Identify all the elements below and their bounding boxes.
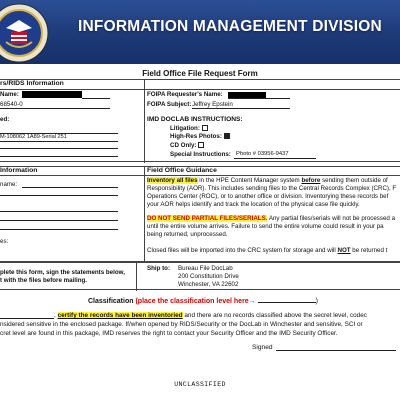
classification-marking: UNCLASSIFIED xyxy=(174,381,226,388)
file-number-value: M-108062 1A89-Serial 251 xyxy=(0,134,67,140)
instructions-line: plete this form, sign the statements below, xyxy=(0,269,125,276)
field-label: ed: xyxy=(0,116,10,123)
form-title: Field Office File Request Form xyxy=(142,69,258,78)
number-value: 68540-0 xyxy=(0,101,23,108)
guidance-paragraph-1: Inventory all files in the HPE Content Manager system before sending them outside of xyxy=(147,177,388,184)
guidance-paragraph-2: DO NOT SEND PARTIAL FILES/SERIALS. Any partial files/serials will not be processed a xyxy=(147,215,396,222)
page-title: INFORMATION MANAGEMENT DIVISION xyxy=(78,18,382,35)
redaction-block xyxy=(22,91,82,98)
foipa-subject-value: Jeffrey Epstein xyxy=(192,101,233,108)
instructions-line: t with the files before mailing. xyxy=(0,277,87,284)
certify-statement-line: nsidered sensitive in the enclosed package. If/when opened by RIDS/Security or the DocLab in Winchester and sensitive, SCI or xyxy=(0,321,363,328)
high-res-photos-checkbox[interactable] xyxy=(224,133,230,139)
rids-information-header: rs/RIDS Information xyxy=(0,80,64,87)
ship-to-label: Ship to: xyxy=(147,265,171,272)
special-instructions-value: Photo # 03956-9437 xyxy=(236,151,289,157)
imd-doclab-header: IMD DOCLAB INSTRUCTIONS: xyxy=(147,116,243,123)
ship-address-line: 200 Constitution Drive xyxy=(178,273,239,280)
guidance-paragraph-1-line: your AOR helps identify and track the location of the physical case file quickly. xyxy=(147,201,360,208)
header-banner xyxy=(0,0,400,64)
classification-input[interactable] xyxy=(258,296,316,303)
classification-line: Classification (place the classification level here→ ) xyxy=(88,298,318,305)
litigation-label: Litigation: xyxy=(170,125,208,133)
cd-only-checkbox[interactable] xyxy=(198,142,204,148)
guidance-paragraph-3: Closed files will be imported into the CRC system for storage and will NOT be returned t xyxy=(147,247,388,254)
guidance-paragraph-1-line: Responsibility (AOR). This includes sending files to the Central Records Complex (CRC), F xyxy=(147,185,397,192)
ship-address-line: Winchester, VA 22602 xyxy=(178,281,239,288)
certify-statement: , certify the records have been inventoried and there are no records classified above the secret level, codec xyxy=(54,312,367,319)
litigation-checkbox[interactable] xyxy=(202,125,208,131)
fbi-seal-icon xyxy=(0,2,50,64)
arrow-right-icon: → xyxy=(248,298,256,305)
guidance-paragraph-2-line: being returned, unprocessed. xyxy=(147,231,228,238)
guidance-paragraph-2-line: until the entire volume arrives. Failure to send the entire volume could result in your pa xyxy=(147,223,384,230)
field-office-guidance-header: Field Office Guidance xyxy=(147,167,217,174)
signature-line[interactable] xyxy=(276,350,396,351)
foipa-subject-label: FOIPA Subject: xyxy=(147,101,192,108)
certify-statement-line: cret level are found in this package, IMD reserves the right to contact your Security Officer and the IMD Security Officer. xyxy=(0,330,338,337)
special-instructions-label: Special Instructions: xyxy=(170,151,231,158)
ship-address-line: Bureau File DocLab xyxy=(178,265,233,272)
high-res-photos-label: High-Res Photos: xyxy=(170,133,230,141)
name-signature-line[interactable] xyxy=(0,318,54,319)
name-label: name: xyxy=(0,181,18,188)
cd-only-label: CD Only: xyxy=(170,142,204,150)
foipa-requester-label: FOIPA Requester's Name: xyxy=(147,91,223,98)
signed-label: Signed xyxy=(252,344,273,351)
name-label: Name: xyxy=(0,91,19,98)
information-header: Information xyxy=(0,167,38,174)
guidance-paragraph-1-line: Operations Center (ROC), or to another office or division. Inventorying these records bef xyxy=(147,193,389,200)
field-label: es: xyxy=(0,238,9,245)
